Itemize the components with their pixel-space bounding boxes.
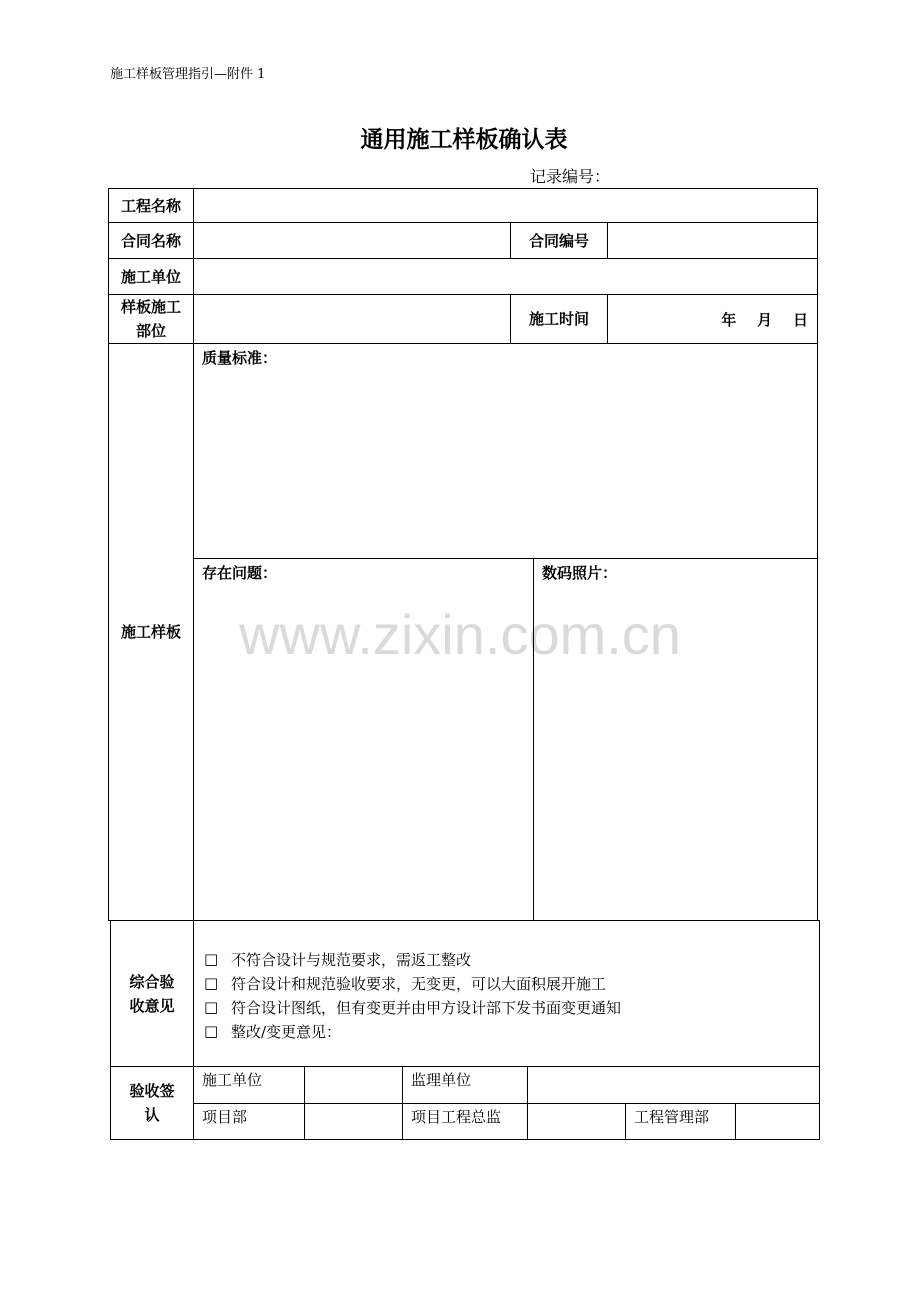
contract-number-field — [607, 222, 818, 259]
signoff-project-dept-field — [304, 1103, 403, 1140]
acceptance-options — [193, 920, 820, 1067]
acceptance-option-text: 符合设计图纸，但有变更并由甲方设计部下发书面变更通知 — [231, 998, 622, 1017]
signoff-contractor-label: 施工单位 — [193, 1066, 305, 1104]
issues-label: 存在问题： — [202, 564, 278, 582]
acceptance-option — [204, 995, 819, 1019]
signoff-contractor-field — [304, 1066, 403, 1104]
signoff-supervisor-field — [527, 1066, 820, 1104]
issues-section — [193, 558, 534, 921]
checkbox-icon: □ — [204, 974, 219, 992]
signoff-label — [110, 1066, 194, 1140]
header-note: 施工样板管理指引—附件 1 — [110, 67, 266, 82]
acceptance-opinion-label — [110, 920, 194, 1067]
contractor-label-text: 施工单位 — [120, 267, 181, 286]
quality-standard-label: 质量标准： — [202, 349, 278, 367]
acceptance-option — [204, 947, 819, 971]
contractor-label — [108, 258, 194, 295]
project-name-label — [108, 188, 194, 223]
signoff-engineering-mgmt-label: 工程管理部 — [625, 1103, 736, 1140]
contract-name-label-text: 合同名称 — [120, 231, 181, 250]
signoff-chief-supervisor-label: 项目工程总监 — [402, 1103, 528, 1140]
construction-time-label — [510, 294, 608, 344]
sample-location-field — [193, 294, 511, 344]
contract-name-label — [108, 222, 194, 259]
signoff-project-dept-label: 项目部 — [193, 1103, 305, 1140]
acceptance-option — [204, 971, 819, 995]
acceptance-opinion-label-line1: 综合验 — [129, 972, 175, 991]
construction-time-field: 年 月 日 — [607, 294, 818, 344]
quality-standard-section — [193, 343, 818, 559]
page-title: 通用施工样板确认表 — [360, 127, 568, 153]
checkbox-icon: □ — [204, 1022, 219, 1040]
acceptance-option-text: 符合设计和规范验收要求，无变更，可以大面积展开施工 — [231, 974, 607, 993]
signoff-engineering-mgmt-field — [735, 1103, 820, 1140]
acceptance-option-text: 不符合设计与规范要求，需返工整改 — [231, 950, 472, 969]
signoff-chief-supervisor-field — [527, 1103, 626, 1140]
record-number-label: 记录编号： — [530, 167, 611, 186]
checkbox-icon: □ — [204, 950, 219, 968]
photos-section — [533, 558, 818, 921]
signoff-label-line1: 验收签 — [129, 1082, 175, 1100]
construction-time-label-text: 施工时间 — [528, 310, 589, 328]
contract-number-label — [510, 222, 608, 259]
project-name-label-text: 工程名称 — [120, 196, 181, 215]
photos-label: 数码照片： — [542, 564, 618, 582]
sample-location-label-line1: 样板施工 — [120, 298, 181, 316]
contract-number-label-text: 合同编号 — [528, 231, 589, 250]
signoff-supervisor-label: 监理单位 — [402, 1066, 528, 1104]
sample-label-text: 施工样板 — [120, 623, 181, 641]
contractor-field — [193, 258, 818, 295]
contract-name-field — [193, 222, 511, 259]
watermark: www.zixin.com.cn — [239, 603, 681, 666]
project-name-field — [193, 188, 818, 223]
acceptance-option — [204, 1019, 819, 1043]
sample-location-label-line2: 部位 — [135, 322, 166, 340]
acceptance-option-text: 整改/变更意见： — [231, 1022, 342, 1041]
acceptance-opinion-label-line2: 收意见 — [129, 996, 175, 1015]
checkbox-icon: □ — [204, 998, 219, 1016]
signoff-label-line2: 认 — [144, 1106, 160, 1124]
sample-location-label — [108, 294, 194, 344]
sample-label — [108, 343, 194, 921]
